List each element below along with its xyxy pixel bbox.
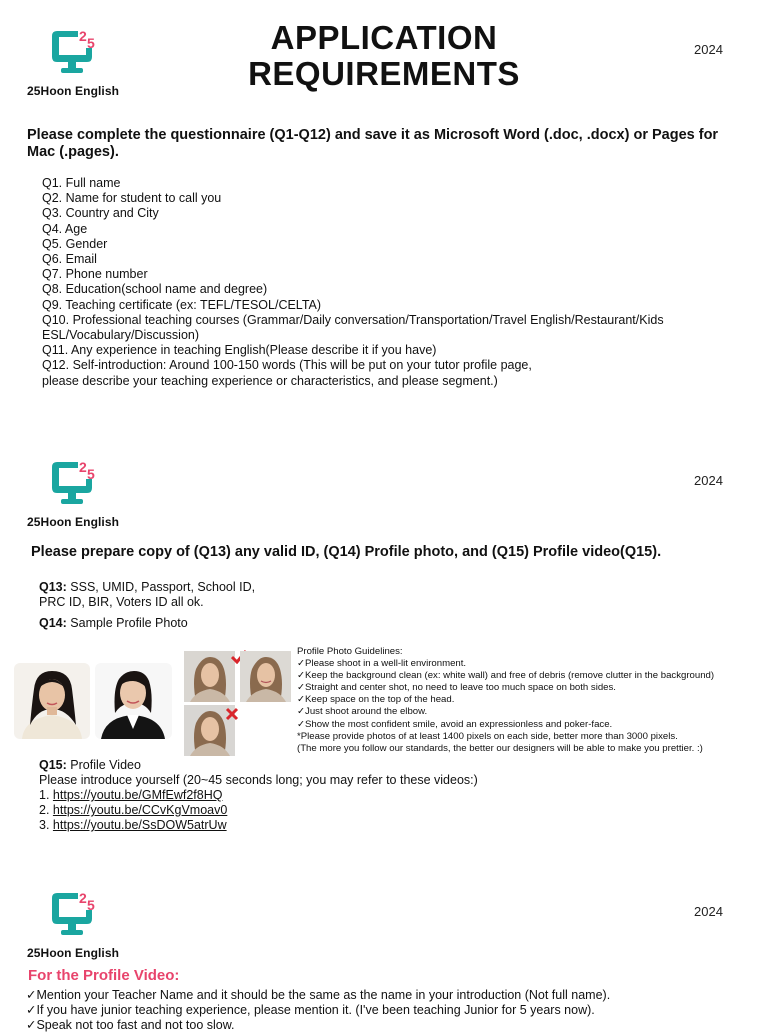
list-item: Q9. Teaching certificate (ex: TEFL/TESOL/CELTA): [42, 297, 322, 312]
list-item: ✓Straight and center shot, no need to leave too much space on both sides.: [297, 682, 616, 694]
year: 2024: [694, 904, 723, 919]
list-item: ✓Keep space on the top of the head.: [297, 694, 455, 706]
list-item: ✓If you have junior teaching experience, please mention it. (I've been teaching Junior for 5 years now).: [26, 1003, 595, 1017]
svg-text:2: 2: [79, 28, 87, 44]
section1-heading: Please complete the questionnaire (Q1-Q12) and save it as Microsoft Word (.doc, .docx) or Pages for Mac (.pages).: [27, 127, 719, 160]
q14-block: Q14: Sample Profile Photo: [39, 616, 188, 630]
brand-name: 25Hoon English: [27, 84, 120, 98]
page-title: APPLICATION REQUIREMENTS: [248, 19, 520, 92]
list-item: Q8. Education(school name and degree): [42, 282, 268, 297]
svg-text:5: 5: [87, 466, 95, 482]
list-item: ✓Show the most confident smile, avoid an expressionless and poker-face.: [297, 718, 613, 730]
brand-name: 25Hoon English: [27, 515, 120, 529]
list-item: (The more you follow our standards, the better our designers will be able to make you prettier. :): [297, 742, 703, 754]
list-item: ✓Speak not too fast and not too slow.: [26, 1018, 235, 1032]
list-item: Q3. Country and City: [42, 206, 159, 221]
video-link-2[interactable]: https://youtu.be/CCvKgVmoav0: [52, 803, 228, 817]
year: 2024: [694, 42, 723, 57]
list-item: ✓Please shoot in a well-lit environment.: [297, 658, 467, 670]
q15-block: Q15: Profile Video Please introduce yourself (20~45 seconds long; you may refer to these videos:) 1. https://youtu.be/GMfEwf2f8HQ 2. https://youtu.be/CCvKgVmoav0 3. https://youtu.be/SsDOW5atrUw: [39, 758, 478, 832]
list-item: *Please provide photos of at least 1400 pixels on each side, better more than 3000 pixels.: [297, 730, 678, 742]
question-list: [42, 176, 742, 389]
list-item: Q1. Full name: [42, 176, 121, 190]
list-item: Q4. Age: [42, 221, 88, 236]
list-item: please describe your teaching experience or characteristics, and please segment.): [42, 373, 498, 388]
brand-name: 25Hoon English: [27, 946, 120, 960]
list-item: Q7. Phone number: [42, 267, 148, 282]
video-link-3[interactable]: https://youtu.be/SsDOW5atrUw: [52, 818, 227, 832]
list-item: Q2. Name for student to call you: [42, 191, 222, 206]
svg-text:2: 2: [79, 459, 87, 475]
photo-guidelines: [297, 646, 765, 755]
svg-text:5: 5: [87, 35, 95, 51]
profile-video-title: For the Profile Video:: [28, 967, 180, 984]
list-item: Q5. Gender: [42, 236, 108, 251]
list-item: Profile Photo Guidelines:: [297, 646, 403, 657]
list-item: Q12. Self-introduction: Around 100-150 words (This will be put on your tutor profile page,: [42, 358, 532, 373]
list-item: ✓Just shoot around the elbow.: [297, 706, 428, 718]
sample-profile-photo: [95, 663, 172, 739]
svg-text:5: 5: [87, 897, 95, 913]
cross-mark-icon: [225, 707, 239, 721]
list-item: ✓Keep the background clean (ex: white wall) and free of debris (remove clutter in the background): [297, 670, 715, 682]
list-item: Q11. Any experience in teaching English(Please describe it if you have): [42, 343, 437, 358]
q13-block: Q13: SSS, UMID, Passport, School ID, PRC ID, BIR, Voters ID all ok.: [39, 580, 256, 609]
svg-text:2: 2: [79, 890, 87, 906]
brand-logo-icon: [48, 26, 98, 76]
guide-photo-good: [184, 651, 235, 702]
brand-logo-icon: [48, 888, 98, 938]
list-item: Q6. Email: [42, 252, 97, 267]
guide-photo-good: [240, 651, 291, 702]
section2-heading: Please prepare copy of (Q13) any valid ID, (Q14) Profile photo, and (Q15) Profile video(Q15).: [31, 544, 662, 560]
profile-video-list: [26, 988, 756, 1033]
brand-logo-icon: [48, 457, 98, 507]
list-item: ✓Mention your Teacher Name and it should be the same as the name in your introduction (Not full name).: [26, 988, 611, 1002]
video-link-1[interactable]: https://youtu.be/GMfEwf2f8HQ: [52, 788, 223, 802]
sample-profile-photo: [14, 663, 90, 739]
list-item: Q10. Professional teaching courses (Grammar/Daily conversation/Transportation/Travel English/Restaurant/Kids ESL/Vocabulary/Discussion): [42, 312, 664, 343]
year: 2024: [694, 473, 723, 488]
